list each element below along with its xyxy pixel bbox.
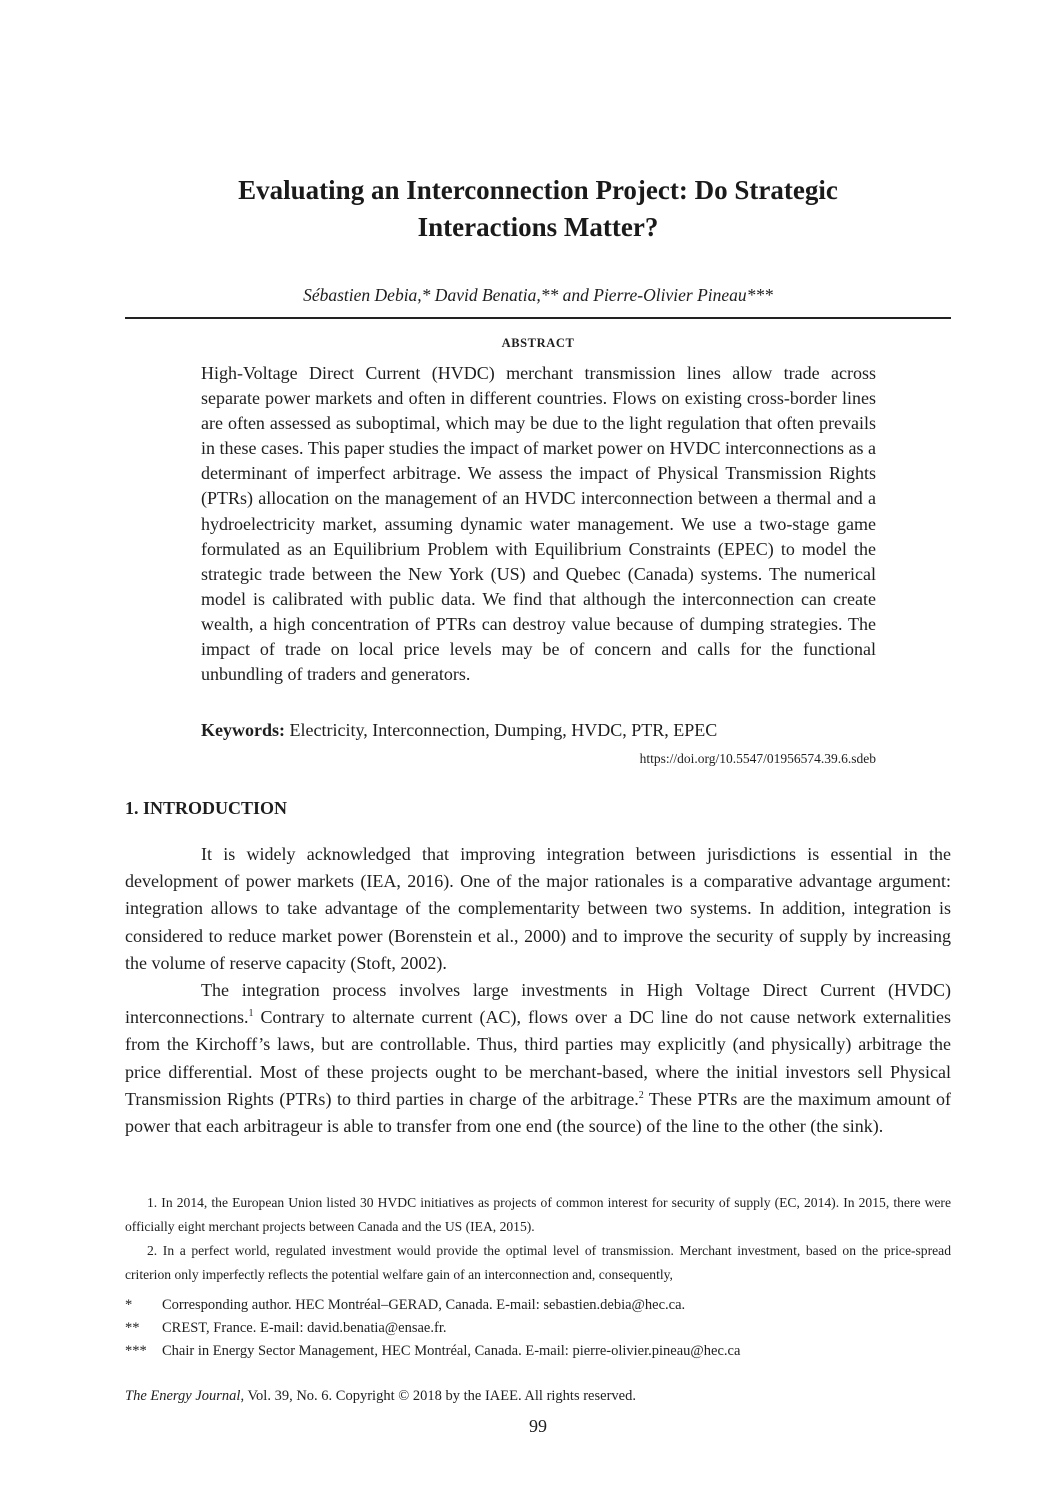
footnotes <box>125 1191 951 1287</box>
paragraph-2 <box>125 977 951 1140</box>
affiliation-item <box>125 1317 951 1340</box>
affiliation-item <box>125 1340 951 1363</box>
footnote-ref-1[interactable]: 1 <box>248 1008 254 1020</box>
journal-name: The Energy Journal <box>125 1388 241 1404</box>
footnote-1: 1. In 2014, the European Union listed 30 HVDC initiatives as projects of common interest for security of supply (EC, 2014). In 2015, there were officially eight merchant projects between Canada and the US (IEA, 2015). <box>125 1195 951 1234</box>
paper-title <box>125 172 951 246</box>
paragraph-2-part-a: The integration process involves large investments in High Voltage Direct Current (HVDC) interconnections. <box>125 980 951 1028</box>
author-list: Sébastien Debia,* David Benatia,** and Pierre-Olivier Pineau*** <box>303 285 773 305</box>
affiliation-mark: * <box>125 1297 133 1313</box>
affiliation-item <box>125 1294 951 1317</box>
paragraph-1: It is widely acknowledged that improving integration between jurisdictions is essential in the development of power markets (IEA, 2016). One of the major rationales is a comparative advantage argument: integration allows to take advantage of the complementarity between two systems. In addition, integration is considered to reduce market power (Borenstein et al., 2000) and to improve the security of supply by increasing the volume of reserve capacity (Stoft, 2002). <box>125 844 951 973</box>
title-line-1: Evaluating an Interconnection Project: Do Strategic <box>238 175 838 205</box>
footnote-2: 2. In a perfect world, regulated investment would provide the optimal level of transmission. Merchant investment, based on the price-spread criterion only imperfectly reflects the potential welfare gain of an interconnection and, consequently, <box>125 1243 951 1282</box>
affiliation-mark: ** <box>125 1320 140 1336</box>
footnote-ref-2[interactable]: 2 <box>638 1089 644 1101</box>
affiliation-text: Chair in Energy Sector Management, HEC Montréal, Canada. E-mail: pierre-olivier.pineau@hec.ca <box>162 1343 741 1359</box>
title-divider <box>125 317 951 319</box>
author-affiliations <box>125 1294 951 1363</box>
affiliation-text: CREST, France. E-mail: david.benatia@ensae.fr. <box>162 1320 447 1336</box>
introduction-body <box>125 841 951 1140</box>
keywords-label: Keywords: <box>201 720 285 740</box>
affiliation-mark: *** <box>125 1343 147 1359</box>
page-number: 99 <box>529 1416 547 1436</box>
abstract-text: High-Voltage Direct Current (HVDC) merchant transmission lines allow trade across separate power markets and often in different countries. Flows on existing cross-border lines are often assessed as suboptimal, which may be due to the light regulation that often prevails in these cases. This paper studies the impact of market power on HVDC interconnections as a determinant of imperfect arbitrage. We assess the impact of Physical Transmission Rights (PTRs) allocation on the management of an HVDC interconnection between a thermal and a hydroelectricity market, assuming dynamic water management. We use a two-stage game formulated as an Equilibrium Problem with Equilibrium Constraints (EPEC) to model the strategic trade between the New York (US) and Quebec (Canada) systems. The numerical model is calibrated with public data. We find that although the interconnection can create wealth, a high concentration of PTRs can destroy value because of dumping strategies. The impact of trade on local price levels may be of concern and calls for the functional unbundling of traders and generators. <box>201 363 876 685</box>
title-line-2: Interactions Matter? <box>417 212 659 242</box>
journal-citation <box>125 1386 636 1406</box>
paragraph-2-part-b: Contrary to alternate current (AC), flows over a DC line do not cause network externalities from the Kirchoff’s laws, but are controllable. Thus, third parties may explicitly (and physically) arbitrage the price differential. Most of these projects ought to be merchant-based, where the initial investors sell Physical Transmission Rights (PTRs) to third parties in charge of the arbitrage. <box>125 1007 951 1109</box>
section-heading-introduction: 1. INTRODUCTION <box>125 798 288 818</box>
keywords-line <box>201 718 876 742</box>
paragraph-2-part-c: These PTRs are the maximum amount of power that each arbitrageur is able to transfer from one end (the source) of the line to the other (the sink). <box>125 1088 951 1137</box>
abstract-heading: ABSTRACT <box>501 336 575 350</box>
keywords-list: Electricity, Interconnection, Dumping, HVDC, PTR, EPEC <box>289 720 718 740</box>
doi-link[interactable]: https://doi.org/10.5547/01956574.39.6.sdeb <box>639 751 876 766</box>
journal-details: , Vol. 39, No. 6. Copyright © 2018 by the IAEE. All rights reserved. <box>240 1388 636 1404</box>
affiliation-text: Corresponding author. HEC Montréal–GERAD, Canada. E-mail: sebastien.debia@hec.ca. <box>162 1297 686 1313</box>
